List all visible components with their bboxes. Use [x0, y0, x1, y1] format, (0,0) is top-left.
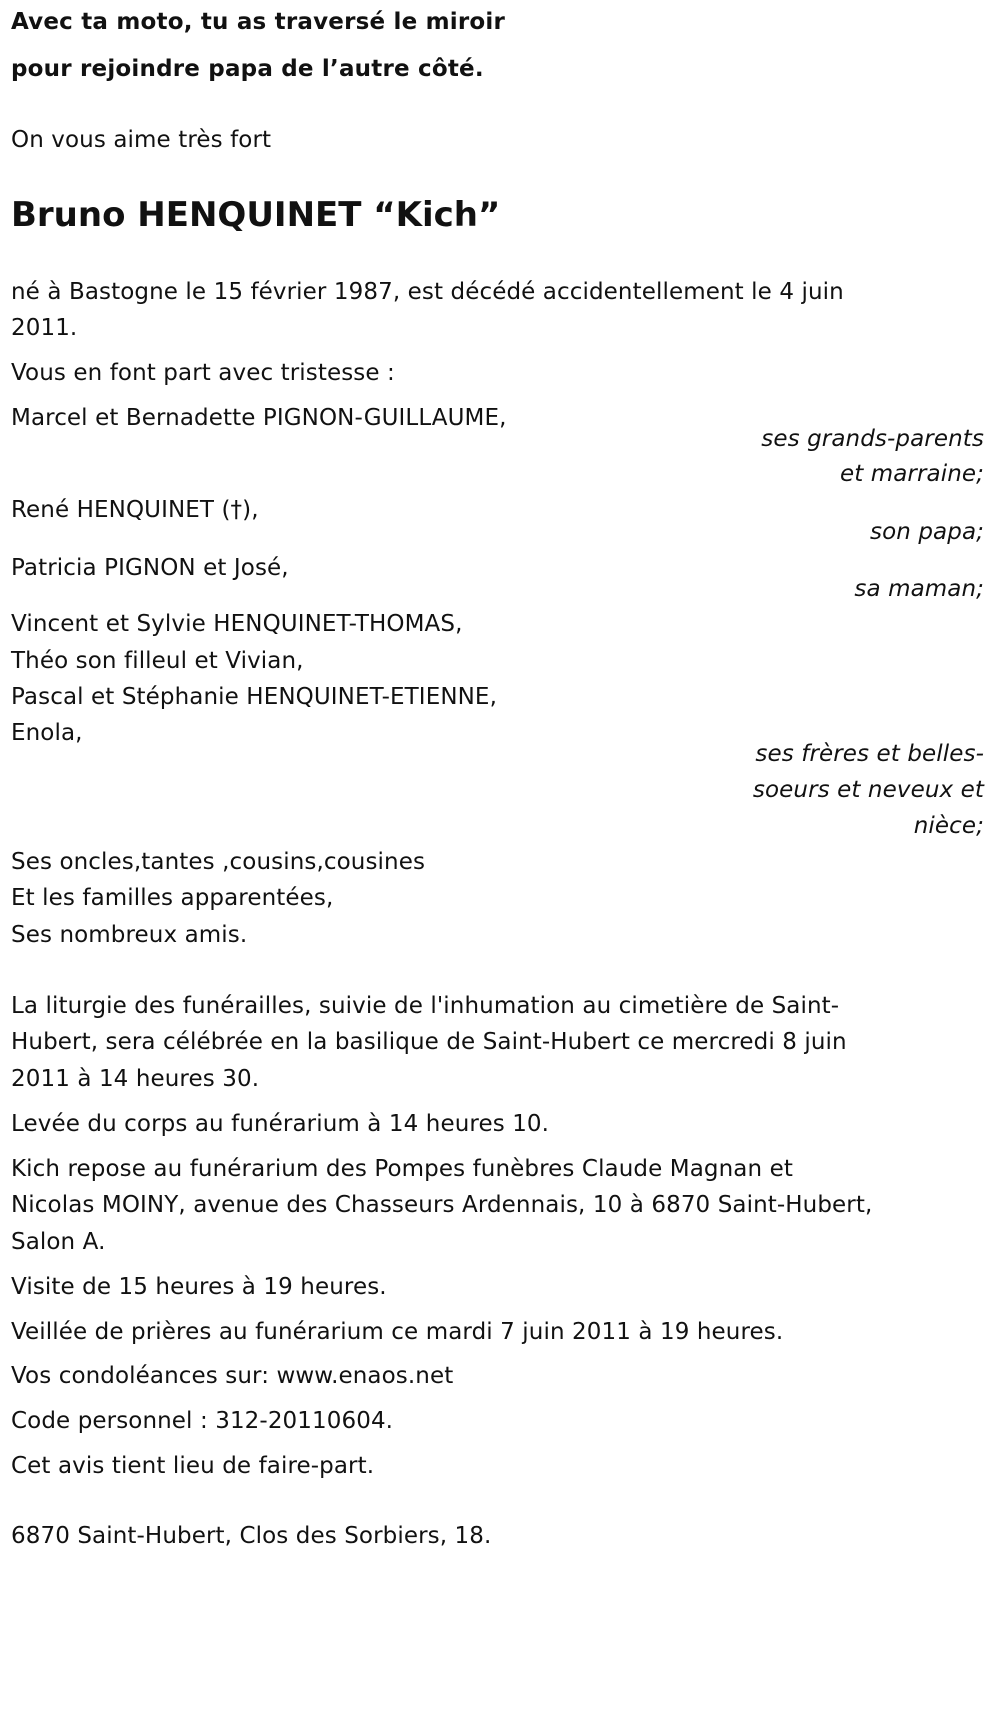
- repose-line: Salon A.: [11, 1229, 106, 1255]
- deceased-name-title: Bruno HENQUINET “Kich”: [11, 195, 501, 235]
- repose-line: Kich repose au funérarium des Pompes funèbres Claude Magnan et: [11, 1156, 793, 1182]
- repose-line: Nicolas MOINY, avenue des Chasseurs Ardennais, 10 à 6870 Saint-Hubert,: [11, 1192, 873, 1218]
- notice-statement: Cet avis tient lieu de faire-part.: [11, 1453, 375, 1479]
- family-names: Pascal et Stéphanie HENQUINET-ETIENNE,: [11, 684, 497, 710]
- birth-death-line-1: né à Bastogne le 15 février 1987, est décédé accidentellement le 4 juin: [11, 279, 844, 305]
- birth-death-line-2: 2011.: [11, 315, 78, 341]
- liturgy-line: Hubert, sera célébrée en la basilique de Saint-Hubert ce mercredi 8 juin: [11, 1029, 847, 1055]
- family-names: Théo son filleul et Vivian,: [11, 648, 304, 674]
- family-names: Vincent et Sylvie HENQUINET-THOMAS,: [11, 611, 463, 637]
- liturgy-line: La liturgie des funérailles, suivie de l'inhumation au cimetière de Saint-: [11, 993, 840, 1019]
- family-relation: ses grands-parents: [761, 426, 984, 452]
- family-names: Marcel et Bernadette PIGNON-GUILLAUME,: [11, 405, 507, 431]
- others-line: Et les familles apparentées,: [11, 885, 334, 911]
- levee-du-corps: Levée du corps au funérarium à 14 heures 10.: [11, 1111, 550, 1137]
- personal-code: Code personnel : 312-20110604.: [11, 1408, 394, 1434]
- family-relation: et marraine;: [839, 461, 984, 487]
- family-names: Patricia PIGNON et José,: [11, 555, 289, 581]
- dedication: On vous aime très fort: [11, 127, 272, 153]
- family-names: Enola,: [11, 720, 83, 746]
- visit-hours: Visite de 15 heures à 19 heures.: [11, 1274, 387, 1300]
- condolences: Vos condoléances sur: www.enaos.net: [11, 1363, 454, 1389]
- vigil: Veillée de prières au funérarium ce mardi 7 juin 2011 à 19 heures.: [11, 1319, 784, 1345]
- family-relation: son papa;: [870, 519, 984, 545]
- family-relation: soeurs et neveux et: [752, 777, 984, 803]
- others-line: Ses nombreux amis.: [11, 922, 248, 948]
- family-names: René HENQUINET (†),: [11, 497, 259, 523]
- address: 6870 Saint-Hubert, Clos des Sorbiers, 18.: [11, 1523, 492, 1549]
- epigraph-line-1: Avec ta moto, tu as traversé le miroir: [11, 9, 506, 35]
- announce-intro: Vous en font part avec tristesse :: [11, 360, 395, 386]
- family-relation: ses frères et belles-: [755, 741, 984, 767]
- liturgy-line: 2011 à 14 heures 30.: [11, 1066, 260, 1092]
- family-relation: sa maman;: [854, 576, 984, 602]
- epigraph-line-2: pour rejoindre papa de l’autre côté.: [11, 56, 484, 82]
- others-line: Ses oncles,tantes ,cousins,cousines: [11, 849, 426, 875]
- family-relation: nièce;: [913, 813, 984, 839]
